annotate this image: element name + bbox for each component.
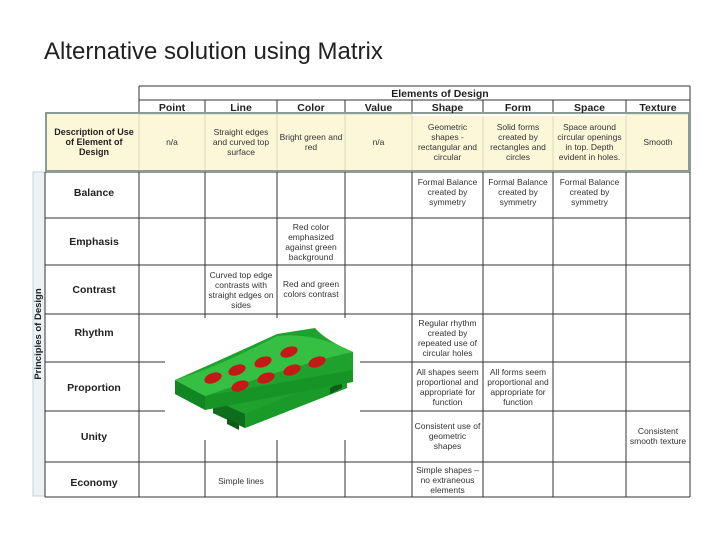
desc-line: Straight edges and curved top surface (212, 127, 270, 157)
col-header-form: Form (504, 102, 532, 114)
cell-emphasis-color: Red color emphasized against green background (285, 222, 337, 262)
cell-balance-shape: Formal Balance created by symmetry (417, 177, 478, 207)
row-label-rhythm: Rhythm (74, 327, 114, 339)
row-label-unity: Unity (80, 431, 108, 443)
desc-point: n/a (166, 137, 178, 147)
col-header-line: Line (230, 102, 252, 114)
col-header-shape: Shape (431, 102, 464, 114)
col-header-color: Color (297, 102, 325, 114)
row-label-proportion: Proportion (67, 382, 121, 394)
desc-shape: Geometric shapes - rectangular and circular (417, 122, 478, 162)
row-label-economy: Economy (70, 477, 118, 489)
cell-contrast-line: Curved top edge contrasts with straight edges on sides (208, 270, 274, 310)
cell-unity-shape: Consistent use of geometric shapes (414, 421, 481, 451)
row-label-emphasis: Emphasis (69, 236, 119, 248)
col-header-texture: Texture (639, 102, 677, 114)
col-header-space: Space (574, 102, 605, 114)
side-header: Principles of Design (33, 288, 44, 380)
col-header-point: Point (158, 102, 186, 114)
desc-value: n/a (372, 137, 385, 147)
description-row-label: Description of Use of Element of Design (54, 127, 134, 157)
cell-proportion-shape: All shapes seem proportional and appropriate for function (416, 366, 479, 407)
green-block-illustration (165, 318, 360, 440)
slide-title: Alternative solution using Matrix (44, 38, 383, 65)
cell-economy-shape: Simple shapes – no extraneous elements (416, 465, 479, 495)
desc-form: Solid forms created by rectangles and circles (490, 122, 546, 162)
top-header: Elements of Design (391, 88, 489, 100)
cell-balance-space: Formal Balance created by symmetry (559, 177, 620, 207)
cell-balance-form: Formal Balance created by symmetry (488, 177, 548, 207)
desc-texture: Smooth (643, 137, 673, 147)
cell-unity-texture: Consistent smooth texture (629, 426, 687, 446)
row-label-contrast: Contrast (72, 284, 116, 296)
col-header-value: Value (364, 102, 393, 114)
cell-rhythm-shape: Regular rhythm created by repeated use of circular holes (417, 318, 478, 358)
cell-contrast-color: Red and green colors contrast (282, 279, 340, 299)
desc-space: Space around circular openings in top. Depth evident in holes. (557, 122, 622, 162)
desc-color: Bright green and red (279, 132, 343, 152)
cell-proportion-form: All forms seem proportional and appropriate for function (487, 366, 549, 407)
row-label-balance: Balance (73, 187, 115, 199)
cell-economy-line: Simple lines (218, 476, 264, 486)
